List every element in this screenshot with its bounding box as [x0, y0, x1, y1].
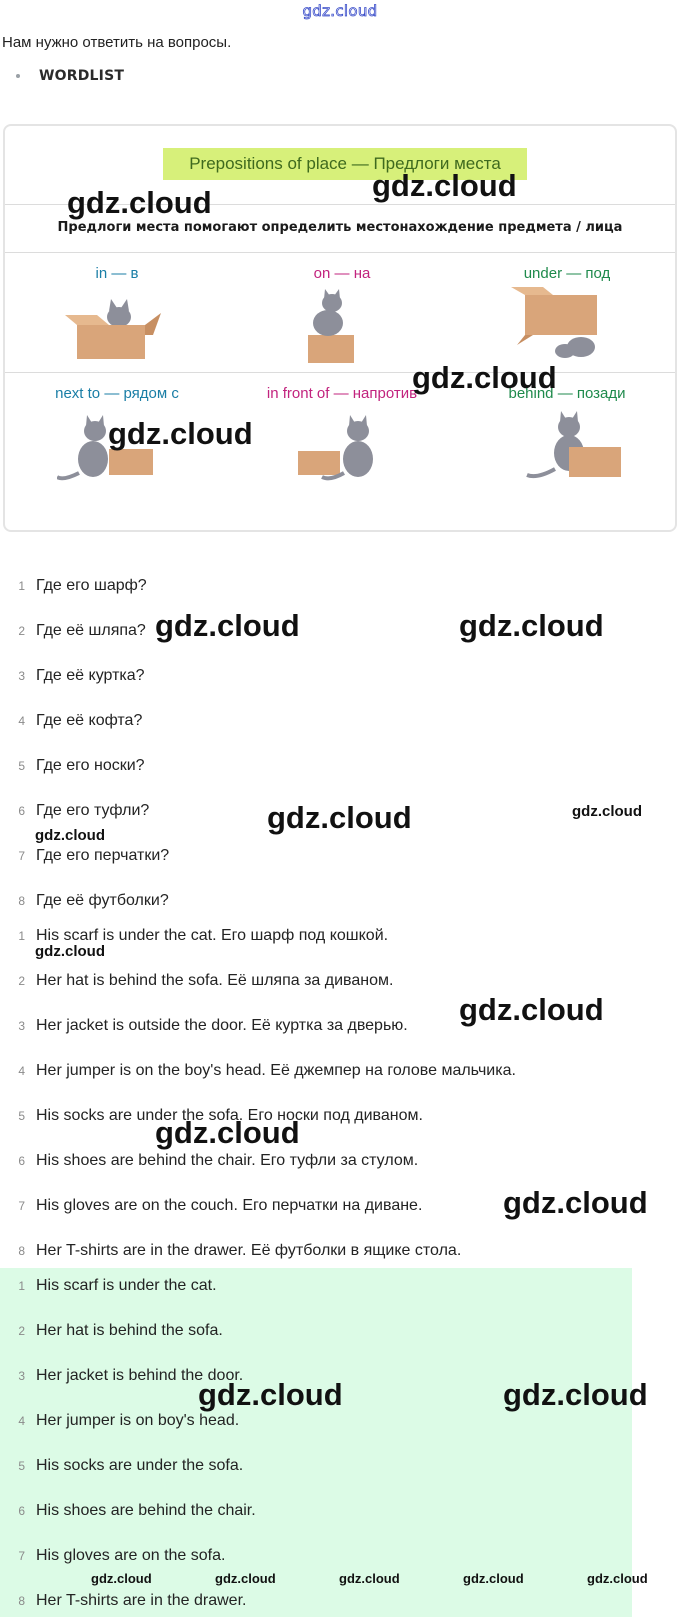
item-number: 2: [18, 973, 25, 988]
list-item: [0, 1443, 680, 1488]
watermark-text: gdz.cloud: [35, 943, 105, 960]
item-number: 1: [18, 1278, 25, 1293]
watermark-text: gdz.cloud: [459, 992, 604, 1027]
watermark-text: gdz.cloud: [412, 360, 557, 395]
item-text: His scarf is under the cat. Его шарф под кошкой.: [36, 926, 389, 944]
item-number: 7: [18, 1198, 25, 1213]
item-text: Где её шляпа?: [36, 621, 146, 639]
list-item: [0, 563, 680, 608]
cat-under-box-illustration: [507, 287, 627, 367]
watermark-text: gdz.cloud: [572, 803, 642, 820]
item-text: Her jumper is on the boy's head. Её джемпер на голове мальчика.: [36, 1061, 516, 1079]
preposition-label: under — под: [523, 265, 611, 282]
item-text: Her hat is behind the sofa.: [36, 1321, 223, 1339]
item-number: 1: [18, 578, 25, 593]
item-text: Где его туфли?: [36, 801, 150, 819]
item-text: Her jacket is outside the door. Её куртка за дверью.: [36, 1016, 408, 1034]
intro-text: Нам нужно ответить на вопросы.: [2, 34, 232, 51]
list-item: [0, 1263, 680, 1308]
item-text: His shoes are behind the chair. Его туфли за стулом.: [36, 1151, 419, 1169]
cat-behind-box-illustration: [507, 407, 627, 487]
item-number: 6: [18, 803, 25, 818]
item-text: Где её кофта?: [36, 711, 143, 729]
watermark-text: gdz.cloud: [339, 1571, 400, 1586]
item-number: 3: [18, 668, 25, 683]
cat-on-box-illustration: [282, 287, 402, 367]
watermark-text: gdz.cloud: [503, 1377, 648, 1412]
item-number: 3: [18, 1368, 25, 1383]
item-text: His socks are under the sofa. Его носки под диваном.: [36, 1106, 423, 1124]
item-number: 2: [18, 1323, 25, 1338]
item-text: His socks are under the sofa.: [36, 1456, 244, 1474]
cat-in-front-of-box-illustration: [282, 407, 402, 487]
list-item: [0, 698, 680, 743]
answers-list: [0, 1263, 680, 1617]
wordlist-label: WORDLIST: [39, 68, 125, 84]
item-number: 4: [18, 1063, 25, 1078]
preposition-label: in front of — напротив: [266, 385, 418, 402]
preposition-label: next to — рядом с: [55, 385, 179, 402]
list-item: [0, 653, 680, 698]
list-item: [0, 1093, 680, 1138]
item-text: Her hat is behind the sofa. Её шляпа за диваном.: [36, 971, 394, 989]
item-number: 8: [18, 893, 25, 908]
item-text: Где её футболки?: [36, 891, 169, 909]
watermark-text: gdz.cloud: [267, 800, 412, 835]
item-number: 6: [18, 1153, 25, 1168]
watermark-text: gdz.cloud: [503, 1185, 648, 1220]
card-title: Prepositions of place — Предлоги места: [163, 148, 527, 180]
list-item: [0, 743, 680, 788]
watermark-text: gdz.cloud: [587, 1571, 648, 1586]
item-number: 4: [18, 1413, 25, 1428]
item-number: 5: [18, 1108, 25, 1123]
watermark-text: gdz.cloud: [215, 1571, 276, 1586]
preposition-label: on — на: [313, 265, 371, 282]
list-item: [0, 1048, 680, 1093]
item-text: Her jacket is behind the door.: [36, 1366, 244, 1384]
item-text: His gloves are on the couch. Его перчатки на диване.: [36, 1196, 423, 1214]
item-number: 3: [18, 1018, 25, 1033]
item-number: 8: [18, 1243, 25, 1258]
item-text: His gloves are on the sofa.: [36, 1546, 226, 1564]
item-text: Her T-shirts are in the drawer.: [36, 1591, 247, 1609]
item-text: Где её куртка?: [36, 666, 145, 684]
bullet-icon: [16, 74, 20, 78]
watermark-text: gdz.cloud: [459, 608, 604, 643]
cat-in-box-illustration: [57, 287, 177, 367]
item-number: 5: [18, 758, 25, 773]
item-text: Her jumper is on boy's head.: [36, 1411, 240, 1429]
watermark-text: gdz.cloud: [155, 608, 300, 643]
watermark-text: gdz.cloud: [198, 1377, 343, 1412]
watermark-text: gdz.cloud: [155, 1115, 300, 1150]
watermark-text: gdz.cloud: [67, 185, 212, 220]
item-number: 7: [18, 1548, 25, 1563]
watermark-text: gdz.cloud: [108, 416, 253, 451]
list-item: [0, 1308, 680, 1353]
item-text: Где его перчатки?: [36, 846, 170, 864]
item-number: 7: [18, 848, 25, 863]
item-number: 5: [18, 1458, 25, 1473]
item-number: 8: [18, 1593, 25, 1608]
preposition-label: in — в: [95, 265, 139, 282]
list-item: [0, 1488, 680, 1533]
item-text: His scarf is under the cat.: [36, 1276, 217, 1294]
list-item: [0, 1138, 680, 1183]
watermark-text: gdz.cloud: [463, 1571, 524, 1586]
item-text: Где его шарф?: [36, 576, 147, 594]
watermark-text: gdz.cloud: [35, 827, 105, 844]
item-number: 1: [18, 928, 25, 943]
item-text: His shoes are behind the chair.: [36, 1501, 256, 1519]
preposition-on: [230, 253, 454, 373]
preposition-in: [5, 253, 229, 373]
wordlist-item[interactable]: [16, 68, 124, 84]
item-text: Her T-shirts are in the drawer. Её футболки в ящике стола.: [36, 1241, 462, 1259]
item-text: Где его носки?: [36, 756, 145, 774]
item-number: 4: [18, 713, 25, 728]
item-number: 2: [18, 623, 25, 638]
item-number: 6: [18, 1503, 25, 1518]
preposition-under: [455, 253, 677, 373]
preposition-label: behind — позади: [508, 385, 626, 402]
site-watermark-logo[interactable]: gdz.cloud: [302, 2, 378, 20]
watermark-text: gdz.cloud: [372, 168, 517, 203]
card-subtitle: Предлоги места помогают определить местонахождение предмета / лица: [57, 220, 623, 235]
watermark-text: gdz.cloud: [91, 1571, 152, 1586]
